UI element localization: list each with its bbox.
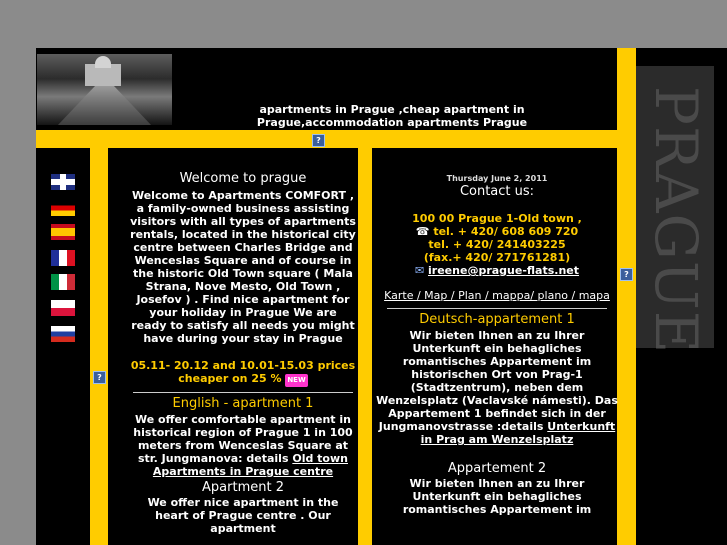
help-icon[interactable]: ?	[312, 134, 325, 147]
help-icon[interactable]: ?	[93, 371, 106, 384]
contact-block	[374, 212, 620, 277]
apt2-text: We offer nice apartment in the heart of Prague centre . Our apartment	[147, 496, 339, 535]
header-photo	[37, 54, 172, 125]
flag-spanish-icon[interactable]	[51, 224, 75, 240]
de1-title: Deutsch-appartement 1	[419, 312, 575, 327]
address: 100 00 Prague 1-Old town ,	[412, 212, 582, 225]
apt1-description: We offer comfortable apartment in historical region of Prague 1 in 100 meters from Wenceslas Square at str. Jungmanova: details	[133, 413, 353, 465]
promo-text	[130, 359, 356, 387]
de1-text	[374, 329, 620, 446]
tel1-value: tel. + 420/ 608 609 720	[433, 225, 579, 238]
fax: (fax.+ 420/ 271761281)	[423, 251, 571, 264]
de2-title: Appartement 2	[447, 461, 547, 476]
map-link[interactable]: Karte / Map / Plan / mappa/ plano / mapa	[384, 289, 610, 302]
header-yellow-bar	[36, 130, 632, 148]
page	[36, 48, 727, 545]
email-link[interactable]: ireene@prague-flats.net	[428, 264, 580, 277]
welcome-text: Welcome to Apartments COMFORT , a family-owned business assisting visitors with all types of apartments rentals, located in the historical city centre between Charles Bridge and Wenceslas Square and of course in the historic Old Town square ( Mala Strana, Nove Mesto, Old Town , Josefov ) . Find nice apartment for your holiday in Prague We are ready to satisfy all needs you might have during your stay in Prague	[130, 189, 356, 345]
flag-polish-icon[interactable]	[51, 300, 75, 316]
museum-dome-shape	[95, 56, 111, 68]
contact-title: Contact us:	[459, 184, 535, 199]
flag-english-icon[interactable]	[51, 174, 75, 190]
welcome-title: Welcome to prague	[179, 171, 307, 186]
help-icon[interactable]: ?	[620, 268, 633, 281]
divider	[387, 308, 607, 309]
tel1	[374, 225, 620, 238]
flag-german-icon[interactable]	[51, 200, 75, 216]
divider	[133, 392, 353, 393]
apt2-title: Apartment 2	[202, 480, 284, 495]
road-shape	[57, 86, 152, 125]
left-yellow-bar	[90, 148, 108, 545]
prague-vertical-label: PRAGUE	[642, 85, 710, 355]
apt1-text	[130, 413, 356, 478]
left-column	[130, 172, 356, 535]
flag-italian-icon[interactable]	[51, 274, 75, 290]
apt1-link[interactable]: Old town Apartments in Prague centre	[152, 452, 348, 478]
de2-text: Wir bieten Ihnen an zu Ihrer Unterkunft ein behagliches romantisches Appartement im	[402, 477, 592, 516]
map-row	[374, 289, 620, 302]
phone-icon: ☎	[415, 225, 430, 238]
mail-icon: ✉	[414, 264, 425, 277]
right-column	[374, 172, 620, 516]
email-row	[374, 264, 620, 277]
de1-description: Wir bieten Ihnen an zu Ihrer Unterkunft ein behagliches romantisches Appartement im historischen Ort von Prag-1 (Stadtzentrum), neben dem Wenzelsplatz (Vaclavské námesti). Das Appartement 1 befindet sich in der Jungmanovstrasse :details	[376, 329, 618, 433]
date-label: Thursday June 2, 2011	[446, 174, 548, 183]
middle-yellow-bar	[358, 148, 372, 545]
flag-french-icon[interactable]	[51, 250, 75, 266]
de1-link[interactable]: Unterkunft in Prag am Wenzelsplatz	[420, 420, 616, 446]
promo-label: 05.11- 20.12 and 10.01-15.03 prices cheaper on 25 %	[130, 359, 356, 385]
tel2: tel. + 420/ 241403225	[428, 238, 566, 251]
vertical-prague-text	[636, 66, 714, 355]
new-badge: NEW	[285, 374, 307, 387]
flag-russian-icon[interactable]	[51, 326, 75, 342]
apt1-title: English - apartment 1	[172, 396, 314, 411]
header-title: apartments in Prague ,cheap apartment in Prague,accommodation apartments Prague	[256, 103, 528, 129]
